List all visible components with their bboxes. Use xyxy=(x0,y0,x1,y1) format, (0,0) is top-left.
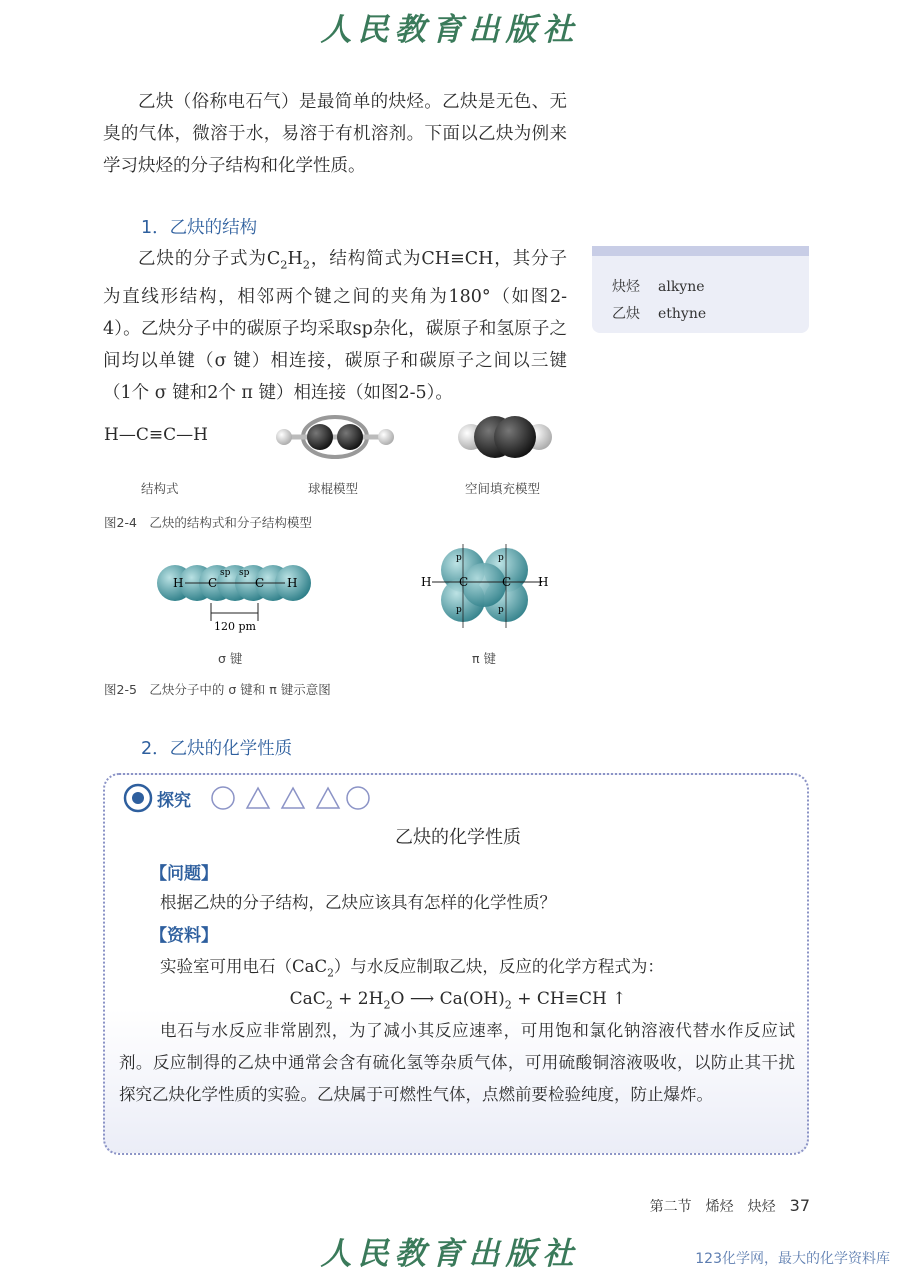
eq-sub: 2 xyxy=(504,998,512,1012)
publisher-logo-bottom: 人民教育出版社 xyxy=(320,1236,580,1272)
atom-h-right: H xyxy=(287,576,298,590)
structural-formula: H—C≡C—H xyxy=(104,425,208,445)
structure-text-c: ，结构简式为CH≡CH，其分子为直线形结构，相邻两个键之间的夹角为180°（如图2-4）。乙炔分子中的碳原子均采取sp杂化，碳原子和氢原子之间均以单键（σ 键）相连接，碳原子和碳原子之间以三键（1个 σ 键和2个 π 键）相连接（如图2-5）。 xyxy=(103,249,568,403)
explore-badge-icon xyxy=(123,783,153,813)
glossary-english: ethyne xyxy=(658,306,707,322)
glossary-english: alkyne xyxy=(658,279,705,295)
label-space-filling: 空间填充模型 xyxy=(465,481,541,496)
atom-h-left: H xyxy=(173,576,184,590)
structure-sub-1: 2 xyxy=(280,257,288,272)
carbon-ball xyxy=(337,424,363,450)
label-structural: 结构式 xyxy=(141,481,179,496)
hydrogen-ball xyxy=(276,429,292,445)
space-filling-model xyxy=(455,415,555,459)
footer-section: 第二节 烯烃 炔烃 xyxy=(649,1199,776,1215)
eq-part: O ⟶ Ca(OH) xyxy=(390,989,505,1009)
material-text-b: ）与水反应制取乙炔，反应的化学方程式为： xyxy=(333,957,664,976)
section-heading-properties: 2．乙炔的化学性质 xyxy=(141,739,293,759)
hydrogen-ball xyxy=(378,429,394,445)
material-text-a: 实验室可用电石（CaC xyxy=(160,957,328,976)
material-heading: 【资料】 xyxy=(150,926,218,946)
sp-label: sp xyxy=(239,568,250,578)
atom-h-left: H xyxy=(421,575,432,589)
p-label: p xyxy=(498,553,504,563)
material-sub: 2 xyxy=(327,966,334,980)
figure-2-4-caption: 图2-4 乙炔的结构式和分子结构模型 xyxy=(104,515,312,530)
structure-paragraph xyxy=(103,243,567,409)
glossary-box xyxy=(592,246,809,333)
page-number: 37 xyxy=(789,1196,810,1215)
atom-c-right: C xyxy=(502,575,512,589)
explore-badge-label: 探究 xyxy=(157,791,191,811)
pi-bond-diagram xyxy=(418,540,552,632)
sigma-bond-diagram xyxy=(155,558,315,636)
glossary-item xyxy=(612,274,809,301)
eq-sub: 2 xyxy=(383,998,391,1012)
explore-box xyxy=(103,773,809,1155)
site-watermark: 123化学网，最大的化学资料库 xyxy=(695,1251,890,1267)
glossary-term: 炔烃 xyxy=(612,279,640,295)
p-label: p xyxy=(456,553,462,563)
section-heading-structure: 1．乙炔的结构 xyxy=(141,218,258,238)
label-pi: π 键 xyxy=(472,651,496,666)
glossary-term: 乙炔 xyxy=(612,306,640,322)
eq-part: CaC xyxy=(289,989,326,1009)
p-orbital xyxy=(462,563,506,607)
explore-title: 乙炔的化学性质 xyxy=(395,827,521,848)
exhaust-warning-icon xyxy=(317,788,339,808)
hot-warning-icon xyxy=(282,788,304,808)
ball-stick-model xyxy=(270,412,400,462)
atom-h-right: H xyxy=(538,575,549,589)
label-sigma: σ 键 xyxy=(218,651,243,666)
atom-c-left: C xyxy=(459,575,469,589)
p-label: p xyxy=(498,605,504,615)
problem-text: 根据乙炔的分子结构，乙炔应该具有怎样的化学性质？ xyxy=(160,893,556,912)
p-label: p xyxy=(456,605,462,615)
intro-paragraph: 乙炔（俗称电石气）是最简单的炔烃。乙炔是无色、无臭的气体，微溶于水，易溶于有机溶剂。下面以乙炔为例来学习炔烃的分子结构和化学性质。 xyxy=(103,92,567,176)
explore-tool-icons xyxy=(210,785,370,811)
page-footer xyxy=(650,1196,810,1216)
material-text-2: 电石与水反应非常剧烈，为了减小其反应速率，可用饱和氯化钠溶液代替水作反应试剂。反应制得的乙炔中通常会含有硫化氢等杂质气体，可用硫酸铜溶液吸收，以防止其干扰探究乙炔化学性质的实验。乙炔属于可燃性气体，点燃前要检验纯度，防止爆炸。 xyxy=(119,1021,795,1104)
eq-part: + CH≡CH ↑ xyxy=(511,989,627,1009)
label-ball-stick: 球棍模型 xyxy=(308,481,359,496)
structure-text-b: H xyxy=(287,249,303,269)
bond-length-label: 120 pm xyxy=(214,620,256,633)
structure-sub-2: 2 xyxy=(302,257,311,272)
goggles-icon xyxy=(212,787,234,809)
carbon-ball xyxy=(307,424,333,450)
figure-2-5-caption: 图2-5 乙炔分子中的 σ 键和 π 键示意图 xyxy=(104,682,331,697)
publisher-logo-top: 人民教育出版社 xyxy=(320,12,580,48)
atom-c-left: C xyxy=(208,576,218,590)
sp-label: sp xyxy=(220,568,231,578)
glossary-item xyxy=(612,301,809,328)
structure-text-a: 乙炔的分子式为C xyxy=(138,249,281,269)
problem-heading: 【问题】 xyxy=(150,864,218,884)
eq-sub: 2 xyxy=(325,998,333,1012)
eq-part: + 2H xyxy=(332,989,384,1009)
wash-hands-icon xyxy=(347,787,369,809)
carbon-sphere xyxy=(494,416,536,458)
atom-c-right: C xyxy=(255,576,265,590)
flame-warning-icon xyxy=(247,788,269,808)
